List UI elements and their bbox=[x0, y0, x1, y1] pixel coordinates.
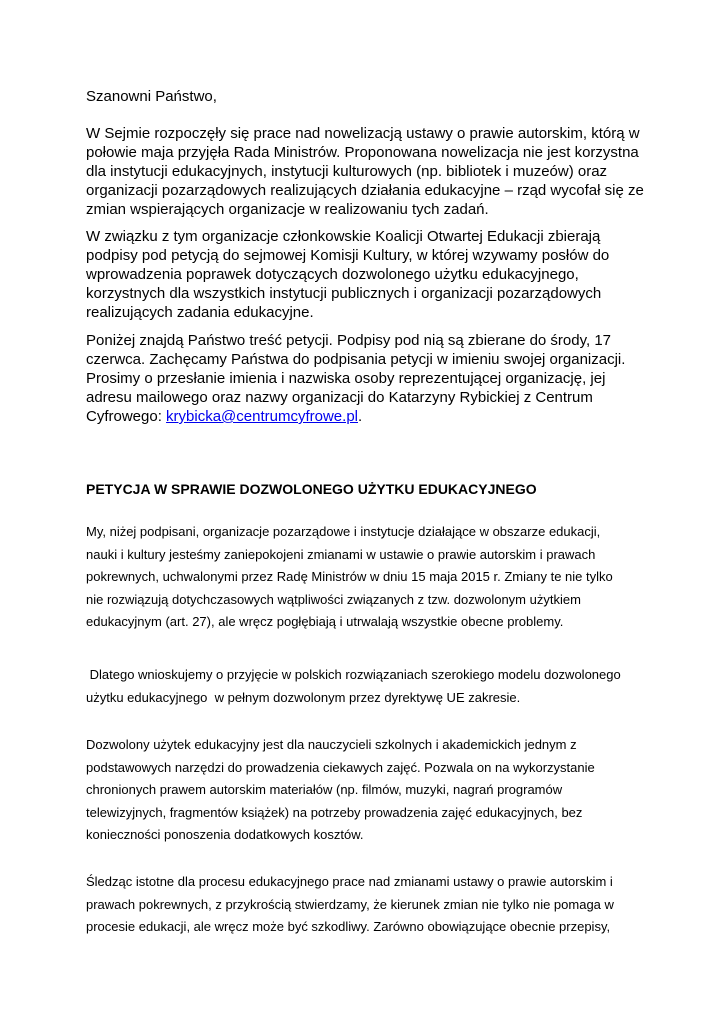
text-line: połowie maja przyjęła Rada Ministrów. Proponowana nowelizacja nie jest korzystna bbox=[86, 144, 639, 161]
text-line: pokrewnych, uchwalonymi przez Radę Ministrów w dniu 15 maja 2015 r. Zmiany te nie tylko bbox=[86, 569, 613, 585]
greeting-text: Szanowni Państwo, bbox=[86, 88, 217, 105]
text-line: wprowadzenia poprawek dotyczących dozwolonego użytku edukacyjnego, bbox=[86, 266, 579, 283]
text-line: dla instytucji edukacyjnych, instytucji kulturowych (np. bibliotek i muzeów) oraz bbox=[86, 163, 608, 180]
text-line: nie rozwiązują dotychczasowych wątpliwości związanych z tzw. dozwolonym użytkiem bbox=[86, 591, 581, 607]
letter-greeting bbox=[86, 87, 646, 106]
text-line: W związku z tym organizacje członkowskie Koalicji Otwartej Edukacji zbierają bbox=[86, 228, 601, 245]
text-line: konieczności ponoszenia dodatkowych kosztów. bbox=[86, 827, 364, 843]
email-suffix: . bbox=[358, 408, 363, 425]
text-line: adresu mailowego oraz nazwy organizacji do Katarzyny Rybickiej z Centrum bbox=[86, 389, 593, 406]
text-line: Śledząc istotne dla procesu edukacyjnego prace nad zmianami ustawy o prawie autorskim i bbox=[86, 874, 613, 889]
text-line: podstawowych narzędzi do prowadzenia ciekawych zajęć. Pozwala on na wykorzystanie bbox=[86, 759, 595, 775]
text-line: nauki i kultury jesteśmy zaniepokojeni zmianami w ustawie o prawie autorskim i prawach bbox=[86, 546, 596, 562]
text-line: edukacyjnym (art. 27), ale wręcz pogłębiają i utrwalają wszystkie obecne problemy. bbox=[86, 614, 564, 630]
email-link[interactable]: krybicka@centrumcyfrowe.pl bbox=[166, 408, 358, 425]
text-line: podpisy pod petycją do sejmowej Komisji Kultury, w której wzywamy posłów do bbox=[86, 247, 610, 264]
petition-paragraph-1 bbox=[86, 521, 646, 634]
petition-title: PETYCJA W SPRAWIE DOZWOLONEGO UŻYTKU EDUKACYJNEGO bbox=[86, 481, 537, 497]
text-line: korzystnych dla wszystkich instytucji publicznych i organizacji pozarządowych bbox=[86, 285, 602, 302]
text-line: procesie edukacji, ale wręcz może być szkodliwy. Zarówno obowiązujące obecnie przepisy, bbox=[86, 919, 611, 935]
text-line: Poniżej znajdą Państwo treść petycji. Podpisy pod nią są zbierane do środy, 17 bbox=[86, 332, 612, 349]
text-line: telewizyjnych, fragmentów książek) na potrzeby prowadzenia zajęć edukacyjnych, bez bbox=[86, 804, 583, 820]
email-prefix: Cyfrowego: bbox=[86, 408, 167, 425]
text-line: realizujących zadania edukacyjne. bbox=[86, 304, 314, 321]
letter-paragraph-3 bbox=[86, 331, 646, 426]
petition-paragraph-3 bbox=[86, 734, 646, 847]
text-line: prawach pokrewnych, z przykrością stwierdzamy, że kierunek zmian nie tylko nie pomaga w bbox=[86, 896, 614, 912]
petition-paragraph-4 bbox=[86, 871, 646, 939]
text-line: My, niżej podpisani, organizacje pozarządowe i instytucje działające w obszarze edukacji, bbox=[86, 524, 601, 539]
text-line: organizacji pozarządowych realizujących działania edukacyjne – rząd wycofał się ze bbox=[86, 182, 644, 199]
text-line: Dozwolony użytek edukacyjny jest dla nauczycieli szkolnych i akademickich jednym z bbox=[86, 737, 577, 752]
text-line: Dlatego wnioskujemy o przyjęcie w polskich rozwiązaniach szerokiego modelu dozwolonego bbox=[86, 667, 621, 682]
text-line: W Sejmie rozpoczęły się prace nad nowelizacją ustawy o prawie autorskim, którą w bbox=[86, 125, 640, 142]
text-line: chronionych prawem autorskim materiałów (np. filmów, muzyki, nagrań programów bbox=[86, 782, 563, 798]
petition-paragraph-2 bbox=[86, 664, 646, 709]
letter-paragraph-2 bbox=[86, 227, 646, 322]
text-line: czerwca. Zachęcamy Państwa do podpisania petycji w imieniu swojej organizacji. bbox=[86, 351, 626, 368]
text-line-with-email bbox=[86, 407, 646, 426]
text-line: użytku edukacyjnego w pełnym dozwolonym przez dyrektywę UE zakresie. bbox=[86, 689, 521, 705]
letter-paragraph-1 bbox=[86, 124, 646, 219]
text-line: zmian wspierających organizacje w realizowaniu tych zadań. bbox=[86, 201, 489, 218]
text-line: Prosimy o przesłanie imienia i nazwiska osoby reprezentującej organizację, jej bbox=[86, 370, 606, 387]
